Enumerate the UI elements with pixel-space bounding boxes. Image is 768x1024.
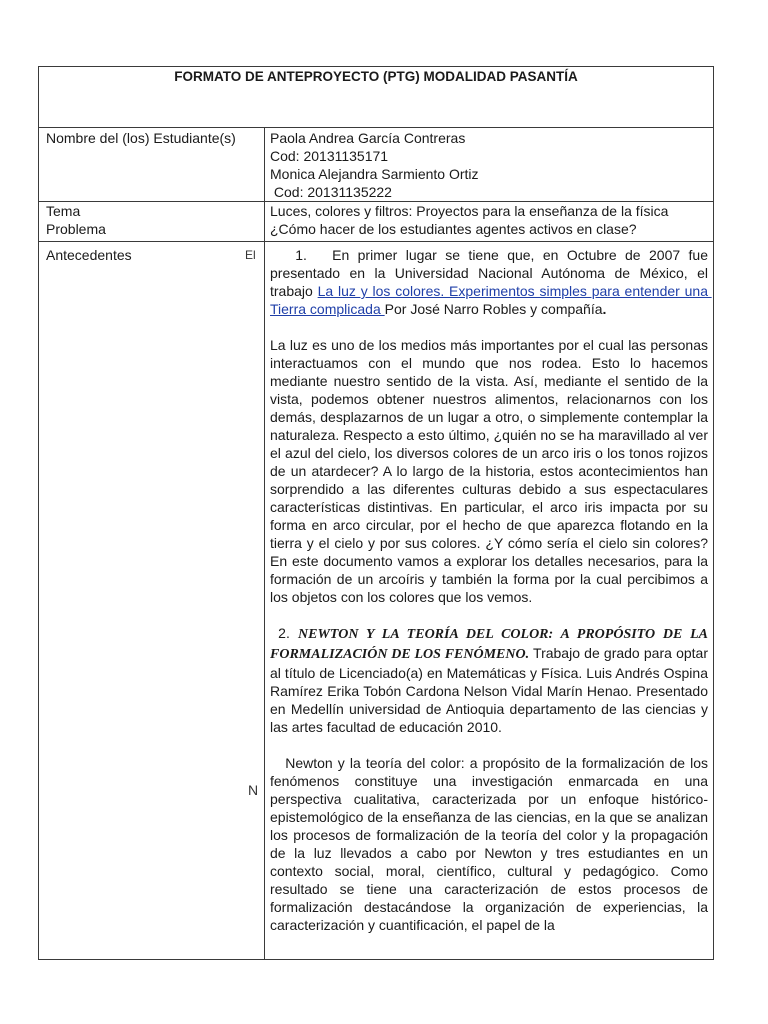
item-1-period: . bbox=[602, 301, 607, 317]
students-label: Nombre del (los) Estudiante(s) bbox=[46, 130, 236, 146]
student-name: Monica Alejandra Sarmiento Ortiz bbox=[270, 166, 479, 182]
student-name: Paola Andrea García Contreras bbox=[270, 130, 466, 146]
student-code: Cod: 20131135171 bbox=[270, 148, 389, 164]
student-code: Cod: 20131135222 bbox=[270, 184, 392, 200]
margin-mark: N bbox=[248, 782, 259, 798]
item-2-body: Trabajo de grado para optar al título de Licenciado(a) en Matemáticas y Física. Luis Andrés Ospina Ramírez Erika Tobón Cardona Nelson Vidal Marín Henao. Presentado en Medellín universidad de Antioquia departamento de las ciencias y las artes facultad de educación 2010. bbox=[270, 645, 712, 735]
problema-label: Problema bbox=[46, 221, 106, 237]
antecedentes-label: Antecedentes bbox=[46, 247, 132, 263]
proposal-form-table bbox=[38, 66, 714, 960]
referenced-work-link[interactable]: La luz y los colores. Experimentos simples para entender una Tierra complicada bbox=[270, 283, 712, 317]
tema-value: Luces, colores y filtros: Proyectos para la enseñanza de la física bbox=[270, 203, 669, 219]
row-divider bbox=[39, 241, 713, 242]
item-1-authors: Por José Narro Robles y compañía bbox=[384, 301, 603, 317]
problema-value: ¿Cómo hacer de los estudiantes agentes activos en clase? bbox=[270, 221, 637, 237]
students-value bbox=[270, 129, 708, 201]
item-2-title: NEWTON Y LA TEORÍA DEL COLOR: A PROPÓSITO DE LA FORMALIZACIÓN DE LOS FENÓMENO. bbox=[270, 627, 712, 662]
margin-mark: El bbox=[245, 248, 256, 262]
antecedent-paragraph-1: La luz es uno de los medios más importantes por el cual las personas interactuamos con el mundo que nos rodea. Esto lo hacemos mediante nuestro sentido de la vista. Así, mediante el sentido de la vista, podemos obtener nuestros alimentos, relacionarnos con los demás, desplazarnos de un lugar a otro, o simplemente contemplar la naturaleza. Respecto a esto último, ¿quién no se ha maravillado al ver el azul del cielo, los diversos colores de un arco iris o los tonos rojizos de un atardecer? A lo largo de la historia, estos acontecimientos han sorprendido a las diferentes culturas debido a sus espectaculares características distintivas. En particular, el arco iris impacta por su forma en arco circular, por el hecho de que aparezca flotando en la tierra y el cielo y por sus colores. ¿Y cómo sería el cielo sin colores? En este documento vamos a explorar los detalles necesarios, para la formación de un arcoíris y también la forma por la cual percibimos a los objetos con los colores que los vemos. bbox=[270, 337, 708, 605]
form-title: FORMATO DE ANTEPROYECTO (PTG) MODALIDAD PASANTÍA bbox=[174, 69, 578, 84]
antecedent-item-1 bbox=[270, 246, 712, 318]
column-divider bbox=[264, 127, 265, 960]
tema-label: Tema bbox=[46, 203, 81, 219]
antecedent-item-2 bbox=[270, 624, 712, 736]
item-1-intro: 1. En primer lugar se tiene que, en Octubre de 2007 fue presentado en la Universidad Nacional Autónoma de México, el trabajo bbox=[270, 247, 712, 299]
row-divider bbox=[39, 127, 713, 128]
antecedent-paragraph-2: Newton y la teoría del color: a propósito de la formalización de los fenómenos constituye una investigación enmarcada en una perspectiva cualitativa, caracterizada por un enfoque histórico-epistemológico de la enseñanza de las ciencias, en la que se analizan los procesos de formalización de la teoría del color y la propagación de la luz llevados a cabo por Newton y tres estudiantes en un contexto social, moral, científico, cultural y pedagógico. Como resultado se tiene una caracterización de estos procesos de formalización destacándose la organización de experiencias, la caracterización y cuantificación, el papel de la bbox=[270, 755, 712, 933]
item-2-number: 2. bbox=[270, 625, 299, 641]
antecedentes-content bbox=[270, 246, 712, 934]
